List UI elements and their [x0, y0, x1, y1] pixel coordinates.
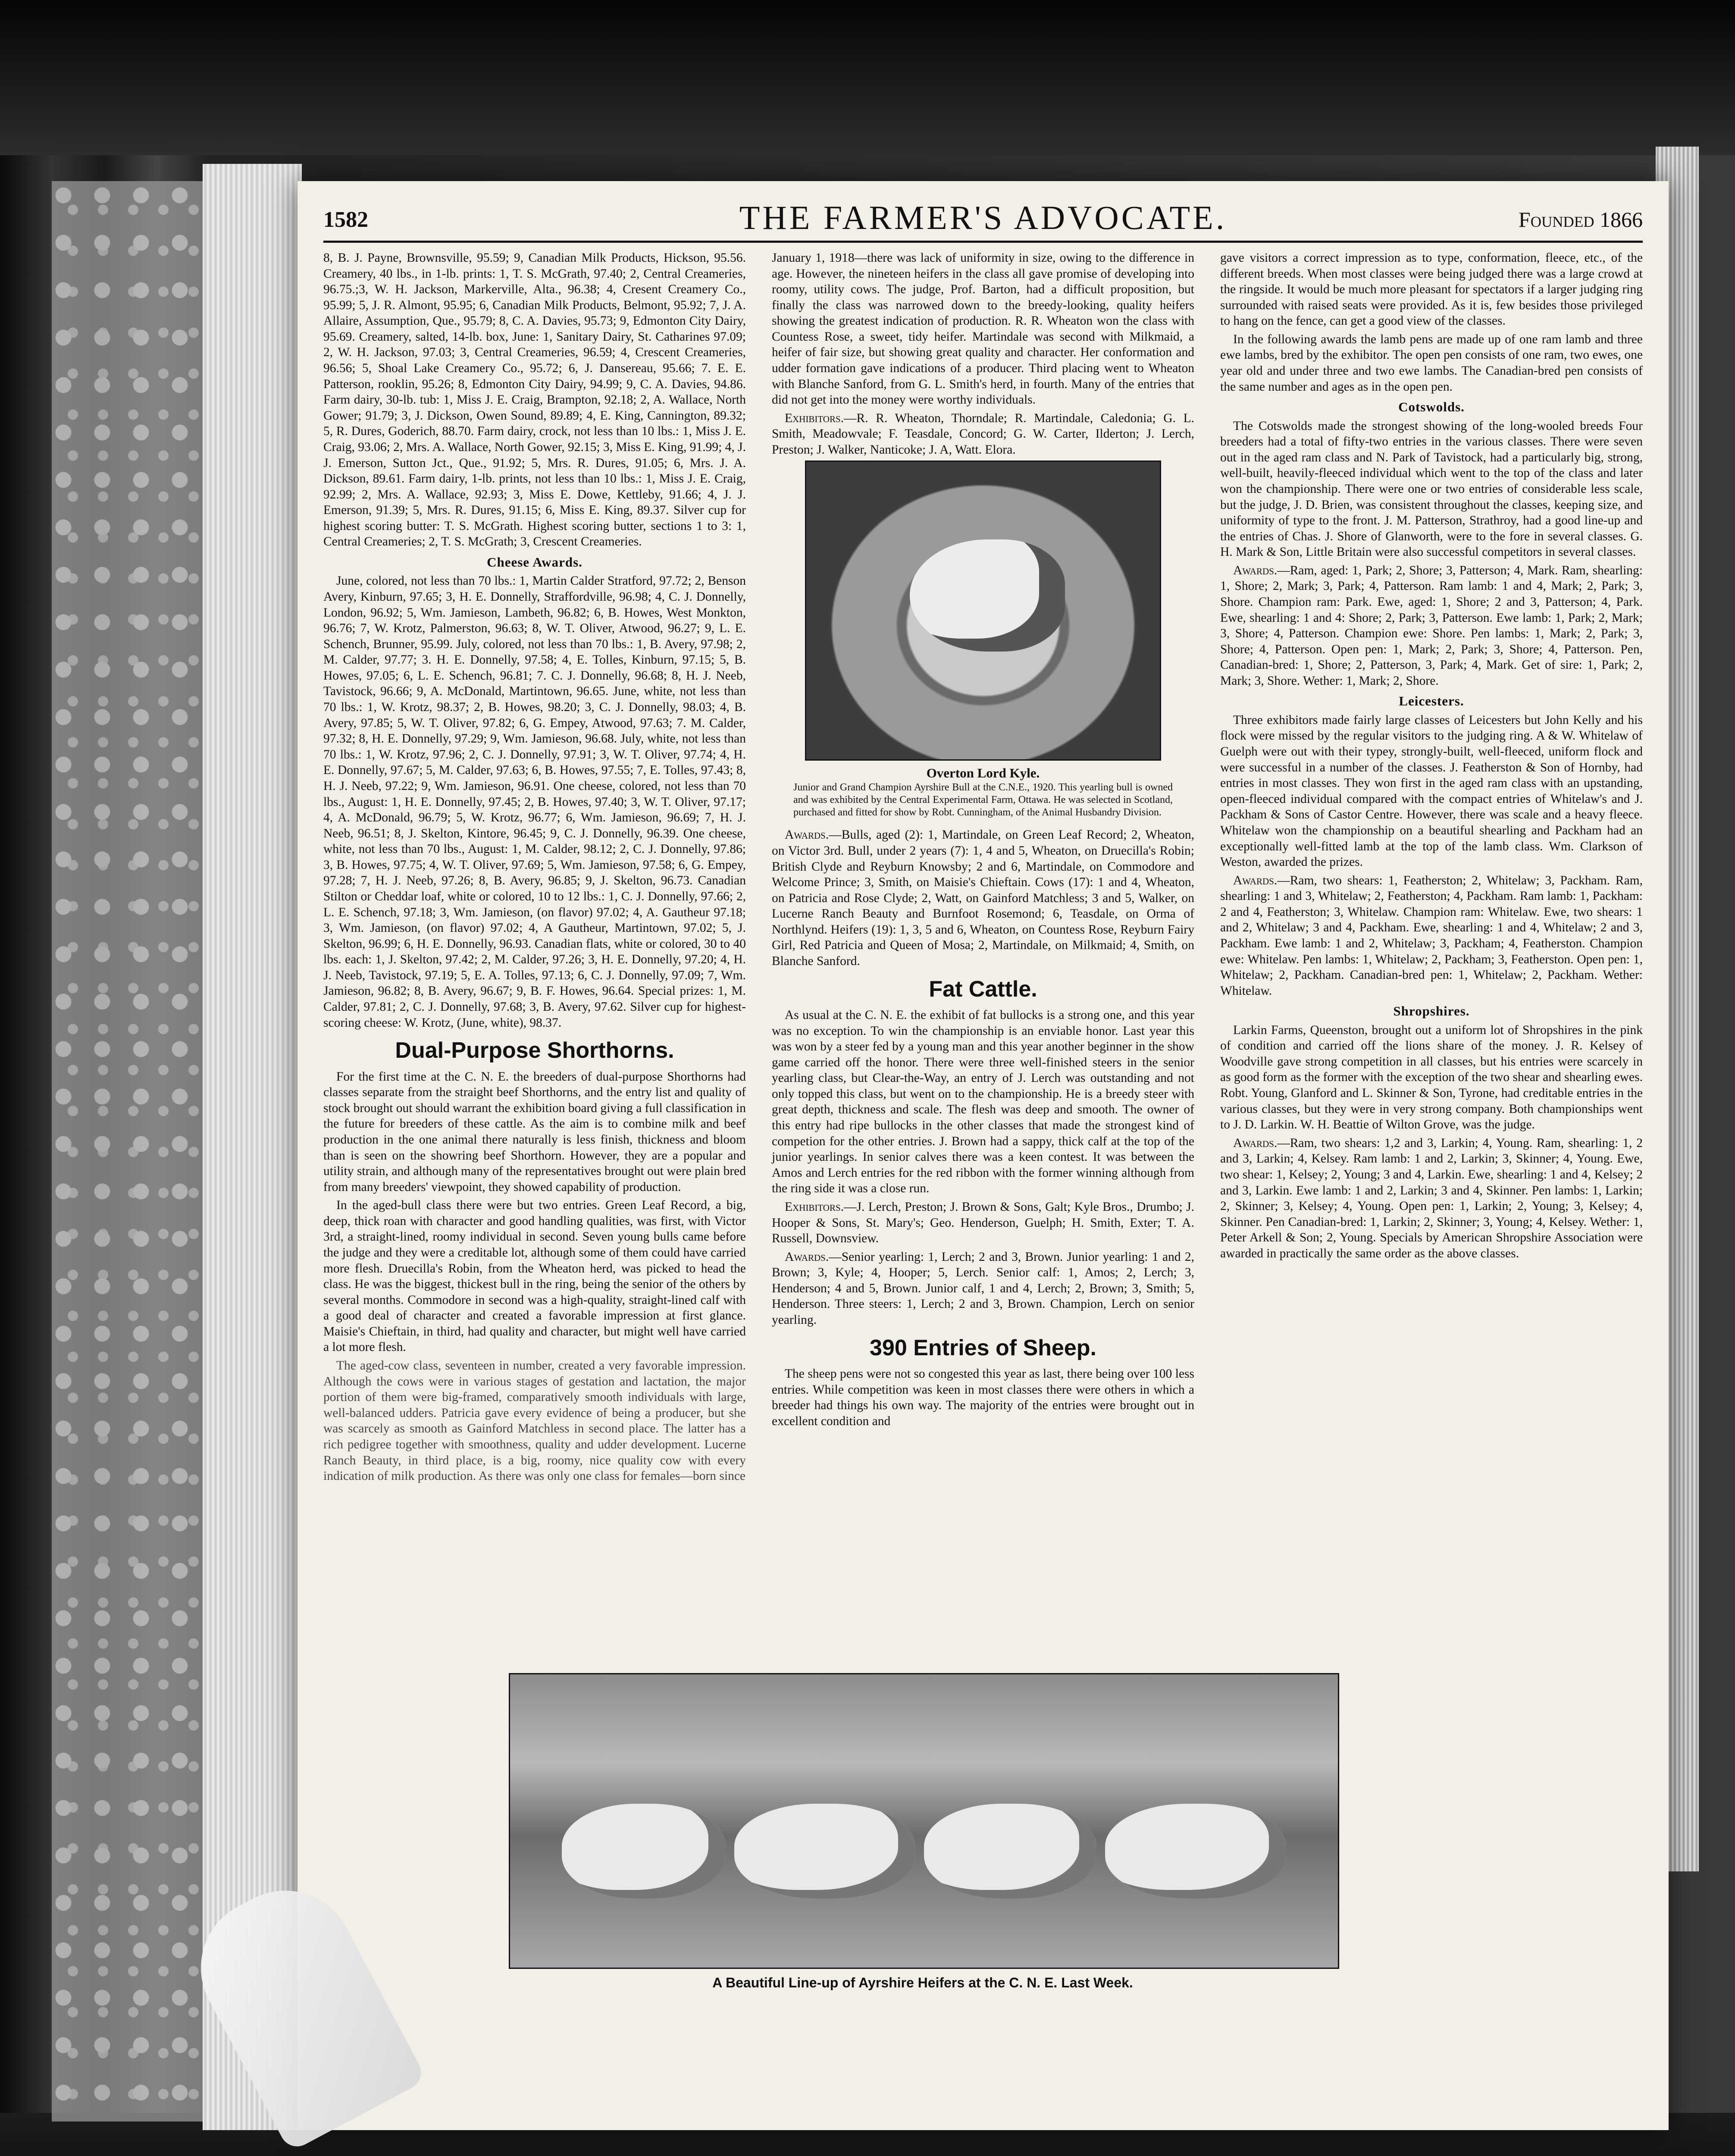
awards-label: Awards.: [785, 828, 829, 842]
heifers-photo-caption: A Beautiful Line-up of Ayrshire Heifers at the C. N. E. Last Week.: [712, 1975, 1133, 1990]
awards-text: —Ram, two shears: 1, Featherston; 2, Whitelaw; 3, Packham. Ram, shearling: 1 and 3, Whitelaw; 2, Featherston; 4, Packham. Ram lamb: 1, Packham: 2 and 4, Featherston; 3, Whitelaw. Champion ram: Whitelaw. Ewe, two shears: 1 and 2, Whitelaw; 3 and 4, Packham. Ewe, shearling: 1 and 4, Whitelaw; 2 and 3, Packham. Ewe lamb: 1 and 2, Whitelaw; 3, Packham; 4, Featherston. Champion ewe: Whitelaw. Pen lambs: 1, Whitelaw; 2, Packham; 3, Featherston. Open pen: 1, Whitelaw; 2, Packham. Canadian-bred pen: 1, Whitelaw; 2, Packham. Wether: Whitelaw.: [1220, 873, 1643, 998]
heifer-figure: [562, 1804, 726, 1899]
book-page-edges: [203, 164, 302, 2130]
heifers-photo: [509, 1673, 1339, 1969]
exhibitors-label: Exhibitors.: [785, 411, 844, 425]
heifer-figure: [924, 1804, 1096, 1899]
page-number: 1582: [323, 207, 368, 232]
column-1: [323, 250, 746, 1487]
awards-label: Awards.: [785, 1250, 829, 1264]
exhibitors-shorthorn: [772, 411, 1194, 458]
leicesters-paragraph: Three exhibitors made fairly large classes of Leicesters but John Kelly and his flock were missed by the regular visitors to the judging ring. A & W. Whitelaw of Guelph were out with their typey, strongly-built, well-fleeced, uniform flock and were successful in a number of the classes. J. Featherston & Son of Hornby, had entries in most classes. They won first in the aged ram class with an upstanding, open-fleeced individual compared with the compact entries of Whitelaw's and J. Packham & Sons of Castor Centre. However, there was scale and a heavy fleece. Whitelaw won the championship on a beautiful shearling and Packham had an exceptionally well-fitted lamb at the top of the lamb class. Wm. Clarkson of Weston, awarded the prizes.: [1220, 713, 1643, 869]
butter-awards: 8, B. J. Payne, Brownsville, 95.59; 9, Canadian Milk Products, Hickson, 95.56. Creamery, 40 lbs., in 1-lb. prints: 1, T. S. McGrath, 97.40; 2, Central Creameries, 96.75.;3, W. H. Jackson, Markerville, Alta., 96.38; 4, Cresent Creamery Co., 95.99; 5, J. R. Almont, 95.95; 6, Canadian Milk Products, Belmont, 95.92; 7, J. A. Allaire, Assumption, Que., 95.79; 8, C. A. Davies, 95.73; 9, Edmonton City Dairy, 95.69. Creamery, salted, 14-lb. box, June: 1, Sanitary Dairy, St. Catharines 97.09; 2, W. H. Jackson, 97.03; 3, Central Creameries, 96.59; 4, Crescent Creameries, 96.56; 5, Shoal Lake Creamery Co., 95.72; 6, J. Dansereau, 95.66; 7. E. E. Patterson, rooklin, 95.26; 8, Edmonton City Dairy, 94.99; 9, C. A. Davies, 94.86. Farm dairy, 30-lb. tub: 1, Miss J. E. Craig, Brampton, 92.18; 2, A. Wallace, North Gower; 91.79; 3, J. Dickson, Owen Sound, 89.89; 4, E. King, Cannington, 89.32; 5, R. Dures, Goderich, 88.70. Farm dairy, crock, not less than 10 lbs.: 1, Miss J. E. Craig, 93.06; 2, Mrs. A. Wallace, North Gower, 92.15; 3, Miss E. King, 91.99; 4, J. J. Emerson, Sutton Jct., Que., 91.92; 5, Mrs. R. Dures, 91.05; 6, Mrs. J. A. Dickson, 89.61. Farm dairy, 1-lb. prints, not less than 10 lbs.: 1, Miss J. E. Craig, 92.99; 2, Mrs. A. Wallace, 92.93; 3, Miss E. Dowe, Kettleby, 91.66; 4, J. J. Emerson, 91.39; 5, Mrs. R. Dures, 91.15; 6, Miss E. King, 89.37. Silver cup for highest scoring butter: T. S. McGrath. Highest scoring butter, sections 1 to 3: 1, Central Creameries; 2, T. S. McGrath; 3, Crescent Creameries.: [323, 251, 746, 549]
heifer-paragraph: January 1, 1918—there was lack of uniformity in size, owing to the difference in age. However, the nineteen heifers in the class all gave promise of developing into roomy, utility cows. The judge, Prof. Barton, had a difficult proposition, but finally the class was narrowed down to the breedy-looking, quality heifers showing the greatest indication of production. R. R. Wheaton won the class with Countess Rose, a sweet, tidy heifer. Martindale was second with Milkmaid, a heifer of fair size, but showing great quality and character. Her conformation and udder formation gave indications of a producer. Third placing went to Wheaton with Blanche Sanford, from G. L. Smith's herd, in fourth. Many of the entries that did not get into the money were worthy individuals.: [772, 251, 1194, 407]
exhibitors-label: Exhibitors.: [785, 1200, 844, 1214]
bull-photo-caption: Junior and Grand Champion Ayrshire Bull at the C.N.E., 1920. This yearling bull is owned and was exhibited by the Central Experimental Farm, Ottawa. He was selected in Scotland, purchased and fitted for show by Robt. Cunningham, of the Animal Husbandry Division.: [793, 781, 1173, 818]
column-3: [1220, 250, 1643, 1264]
shropshires-heading: Shropshires.: [1393, 1003, 1470, 1019]
sheep-intro-paragraph: gave visitors a correct impression as to type, conformation, fleece, etc., of the different breeds. When most classes were being judged there was a large crowd at the ringside. It would be much more pleasant for spectators if a larger judging ring surrounded with raised seats were provided. As it is, few besides those privileged to hang on the fence, can get a good view of the classes.: [1220, 251, 1643, 328]
awards-text: —Ram, two shears: 1,2 and 3, Larkin; 4, Young. Ram, shearling: 1, 2 and 3, Larkin; 4, Kelsey. Ram lamb: 1 and 2, Larkin; 3, Skinner; 4, Young. Ewe, two shear: 1, Kelsey; 2, Young; 3 and 4, Larkin. Ewe, shearling: 1 and 4, Kelsey; 2 and 3, Larkin. Ewe lamb: 1 and 2, Larkin; 3 and 4, Skinner. Pen lambs: 1, Larkin; 2, Skinner; 3, Kelsey; 4, Young. Open pen: 1, Larkin; 2, Young; 3, Kelsey; 4, Skinner. Pen Canadian-bred: 1, Larkin; 2, Skinner; 3, Young; 4, Kelsey. Wether: 1, Peter Arkell & Son; 2, Young. Specials by American Shropshire Association were awarded in practically the same order as the above classes.: [1220, 1136, 1643, 1260]
page-header: [323, 198, 1643, 237]
fat-cattle-heading: Fat Cattle.: [929, 976, 1037, 1002]
cotswolds-paragraph: The Cotswolds made the strongest showing of the long-wooled breeds Four breeders had a total of fifty-two entries in the various classes. There were seven out in the aged ram class and N. Park of Tavistock, had a particularly big, strong, well-built, heavily-fleeced individual which went to the top of the class and later won the championship. There were one or two entries of considerable less scale, but the judge, J. D. Brien, was consistent throughout the classes, keeping size, and uniformity of type to the front. J. M. Patterson, Strathroy, had a good line-up and the entries of Chas. J. Shore of Glanworth, were to the fore in several classes. G. H. Mark & Son, Little Britain were also successful competitors in several classes.: [1220, 419, 1643, 559]
awards-text: —Bulls, aged (2): 1, Martindale, on Green Leaf Record; 2, Wheaton, on Victor 3rd. Bull, under 2 years (7): 1, 4 and 5, Wheaton, on Druecilla's Robin; British Clyde and Reyburn Knowsby; 2 and 6, Martindale, on Commodore and Welcome Prince; 3, Smith, on Maisie's Chieftain. Cows (17): 1 and 4, Wheaton, on Patricia and Rose Clyde; 2, Watt, on Gainford Matchless; 3 and 5, Walker, on Lucerne Ranch Beauty and Burnfoot Rosemond; 6, Teasdale, on Orma of Northlynd. Heifers (19): 1, 3, 5 and 6, Wheaton, on Countess Rose, Reyburn Fairy Girl, Red Patricia and Queen of Mosa; 2, Martindale, on Milkmaid; 4, Smith, on Blanche Sanford.: [772, 828, 1194, 968]
shropshires-awards: [1220, 1135, 1643, 1262]
bull-photo: [805, 461, 1161, 761]
cheese-awards-heading: Cheese Awards.: [487, 554, 583, 570]
awards-shorthorn: [772, 827, 1194, 969]
shropshires-paragraph: Larkin Farms, Queenston, brought out a uniform lot of Shropshires in the pink of condition and carried off the lions share of the money. J. R. Kelsey of Woodville gave strong competition in all classes, but his entries were scarcely in as good form as the former with the exception of the two shear and shearling ewes. Robt. Young, Glanford and L. Skinner & Son, Tyrone, had creditable entries in the various classes, but they were in very strong company. Both championships went to J. D. Larkin. W. H. Beattie of Wilton Grove, was the judge.: [1220, 1023, 1643, 1132]
awards-label: Awards.: [1233, 873, 1278, 887]
awards-label: Awards.: [1233, 563, 1278, 577]
column-2: [772, 250, 1194, 1432]
cheese-awards: June, colored, not less than 70 lbs.: 1, Martin Calder Stratford, 97.72; 2, Benson Avery, Kinburn, 97.65; 3, H. E. Donnelly, Straffordville, 96.98; 4, C. J. Donnelly, London, 96.92; 5, Wm. Jamieson, Lambeth, 96.82; 6, B. Howes, West Monkton, 96.76; 7, W. Krotz, Palmerston, 96.63; 8, W. T. Oliver, Atwood, 96.27; 9, L. E. Schench, Brunner, 95.99. July, colored, not less than 70 lbs.: 1, B. Avery, 97.98; 2, M. Calder, 97.77; 3. H. E. Donnelly, 97.58; 4, E. Tolles, Kinburn, 97.15; 5, B. Howes, 97.05; 6, L. E. Schench, 96.81; 7. C. J. Donnelly, 96.68; 8, H. J. Neeb, Tavistock, 96.66; 9, A. McDonald, Martintown, 96.65. June, white, not less than 70 lbs.: 1, W. Krotz, 98.37; 2, B. Howes, 98.20; 3, C. J. Donnelly, 98.03; 4, B. Avery, 97.85; 5, W. T. Oliver, 97.82; 6, G. Empey, Atwood, 97.63; 7. M. Calder, 97.32; 8, H. E. Donnelly, 97.29; 9, Wm. Jamieson, 96.68. July, white, not less than 70 lbs.: 1, W. Krotz, 97.96; 2, C. J. Donnelly, 97.91; 3, W. T. Oliver, 97.74; 4, H. E. Donnelly, 97.67; 5, M. Calder, 97.63; 6, B. Howes, 97.55; 7, E. Tolles, 97.43; 8, H. J. Neeb, 97.22; 9, Wm. Jamieson, 96.91. One cheese, colored, not less than 70 lbs., August: 1, H. E. Donnelly, 97.45; 2, B. Howes, 97.40; 3, W. T. Oliver, 97.17; 4, A. McDonald, 96.79; 5, W. Krotz, 96.77; 6, Wm. Jamieson, 96.69; 7, H. J. Neeb, 96.51; 8, J. Skelton, Kintore, 96.45; 9, C. J. Donnelly, 96.39. One cheese, white, not less than 70 lbs., August: 1, M. Calder, 98.12; 2, C. J. Donnelly, 97.86; 3, B. Howes, 97.75; 4, W. T. Oliver, 97.69; 5, Wm. Jamieson, 97.58; 6, G. Empey, 97.28; 7, H. J. Neeb, 97.26; 8, B. Avery, 96.85; 9, J. Skelton, 96.73. Canadian Stilton or Cheddar loaf, white or colored, 10 to 12 lbs.: 1, C. J. Donnelly, 97.66; 2, L. E. Schench, 97.18; 3, Wm. Jamieson, (on flavor) 97.02; 4, A. Gautheur 97.18; 3, Wm. Jamieson, (on flavor) 97.02; 4, A Gautheur, Martintown, 97.02; 5, J. Skelton, 96.99; 6, H. E. Donnelly, 96.93. Canadian flats, white or colored, 30 to 40 lbs. each: 1, J. Skelton, 97.42; 2, M. Calder, 97.26; 3, H. E. Donnelly, 97.20; 4, H. J. Neeb, Tavistock, 97.19; 5, E. A. Tolles, 97.13; 6, C. J. Donnelly, 97.09; 7, Wm. Jamieson, 96.82; 8, B. Avery, 96.67; 9, B. F. Howes, 96.64. Special prizes: 1, M. Calder, 97.81; 2, C. J. Donnelly, 97.68; 3, B. Avery, 97.62. Silver cup for highest-scoring cheese: W. Krotz, (June, white), 98.37.: [323, 574, 746, 1030]
heifer-figure: [1105, 1804, 1286, 1899]
cotswolds-heading: Cotswolds.: [1398, 399, 1465, 415]
exhibitors-text: —R. R. Wheaton, Thorndale; R. Martindale, Caledonia; G. L. Smith, Meadowvale; F. Teasdale, Concord; G. W. Carter, Ilderton; J. Lerch, Preston; J. Walker, Nanticoke; J. A, Watt. Elora.: [772, 411, 1194, 457]
pen-rules-paragraph: In the following awards the lamb pens are made up of one ram lamb and three ewe lambs, bred by the exhibitor. The open pen consists of one ram, two ewes, one year old and under three and two ewe lambs. The Canadian-bred pen consists of the same number and ages as in the open pen.: [1220, 332, 1643, 394]
shorthorn-paragraph-3: The aged-cow class, seventeen in number, created a very favorable impression. Although the cows were in various stages of gestation and lactation, the major portion of them were big-framed, comparatively smooth individuals with large, well-balanced udders. Patricia gave every evidence of being a producer, but she was scarcely as smooth as Gainford Matchless in second place. The latter has a rich pedigree together with smoothness, quality and udder development. Lucerne Ranch Beauty, in third place, is a big, roomy, nice quality cow with every indication of milk production. As there was only one class for females—born since: [323, 1359, 746, 1483]
leicesters-awards: [1220, 873, 1643, 999]
leicesters-heading: Leicesters.: [1399, 693, 1464, 709]
exhibitors-fat-cattle: [772, 1199, 1194, 1247]
masthead: THE FARMER'S ADVOCATE.: [739, 199, 1227, 236]
header-rule: [323, 241, 1643, 243]
awards-label: Awards.: [1233, 1136, 1278, 1150]
founded-note: Founded 1866: [1518, 207, 1643, 232]
awards-fat-cattle: [772, 1249, 1194, 1328]
heifer-figure: [734, 1804, 915, 1899]
cotswolds-awards: [1220, 563, 1643, 689]
awards-text: —Senior yearling: 1, Lerch; 2 and 3, Brown. Junior yearling: 1 and 2, Brown; 3, Kyle; 4, Hooper; 5, Lerch. Senior calf: 1, Amos; 2, Lerch; 3, Henderson; 4 and 5, Brown. Junior calf, 1 and 4, Lerch; 2, Brown; 3, Smith; 5, Henderson. Three steers: 1, Lerch; 2 and 3, Brown. Champion, Lerch on senior yearling.: [772, 1250, 1194, 1327]
fat-cattle-paragraph: As usual at the C. N. E. the exhibit of fat bullocks is a strong one, and this year was no exception. To win the championship is an enviable honor. Last year this was won by a steer fed by a young man and this year another beginner in the show game carried off the honor. There were three well-finished steers in the senior yearling class, but Clear-the-Way, an entry of J. Lerch was outstanding and not only topped this class, but went on to the championship. He is a breedy steer with great depth, thickness and scale. The flesh was deep and smooth. The owner of this entry had ripe bullocks in the other classes that made the strongest kind of competion for the other entries. J. Brown had a sappy, thick calf at the top of the junior yearlings. In senior calves there was a keen contest. It was between the Amos and Lerch entries for the red ribbon with the former winning although from the ring side it was a close run.: [772, 1008, 1194, 1196]
sheep-paragraph: The sheep pens were not so congested this year as last, there being over 100 less entries. While competition was keen in most classes there were others in which a breeder had things his own way. The majority of the entries were brought out in excellent condition and: [772, 1367, 1194, 1428]
shorthorn-paragraph-1: For the first time at the C. N. E. the breeders of dual-purpose Shorthorns had classes separate from the straight beef Shorthorns, and the entry list and quality of stock brought out should warrant the exhibition board giving a full classification in the future for breeders of these cattle. As the aim is to combine milk and beef production in the one animal there naturally is less finish, thickness and bloom than is seen on the showring beef Shorthorn. However, they are a popular and utility strain, and although many of the representatives brought out were plain bred from many breeders' viewpoint, they showed capability of production.: [323, 1069, 746, 1194]
book-endpaper-pattern: [52, 181, 216, 2122]
shorthorn-paragraph-2: In the aged-bull class there were but two entries. Green Leaf Record, a big, deep, thick roan with character and good handling qualities, was first, with Victor 3rd, a straight-lined, roomy individual in second. Seven young bulls came before the judge and they were a creditable lot, although some of them could have carried more flesh. Druecilla's Robin, from the Wheaton herd, was picked to head the class. He was the biggest, thickest bull in the ring, being the senior of the others by several months. Commodore in second was a high-quality, straight-lined calf with a good deal of character and created a favorable impression at first glance. Maisie's Chieftain, in third, had quality and character, but might well have carried a lot more flesh.: [323, 1198, 746, 1354]
exhibitors-text: —J. Lerch, Preston; J. Brown & Sons, Galt; Kyle Bros., Drumbo; J. Hooper & Sons, St. Mary's; Geo. Henderson, Guelph; H. Smith, Exter; T. A. Russell, Downsview.: [772, 1200, 1194, 1246]
bull-photo-title: Overton Lord Kyle.: [926, 765, 1040, 780]
awards-text: —Ram, aged: 1, Park; 2, Shore; 3, Patterson; 4, Mark. Ram, shearling: 1, Shore; 2, Mark; 3, Park; 4, Patterson. Ram lamb: 1 and 4, Mark; 2, Park; 3, Shore. Champion ram: Park. Ewe, aged: 1, Shore; 2 and 3, Patterson; 4, Park. Ewe, shearling: 1 and 4: Shore; 2, Park; 3, Patterson. Ewe lamb: 1, Park; 2, Mark; 3, Shore; 4, Patterson. Champion ewe: Shore. Pen lambs: 1, Mark; 2, Park; 3, Shore; 4, Patterson. Open pen: 1, Mark; 2, Park; 3, Shore; 4, Patterson. Pen, Canadian-bred: 1, Shore; 2, Patterson, 3, Park; 4, Mark. Get of sire: 1, Park; 2, Mark; 3, Shore. Wether: 1, Mark; 2, Shore.: [1220, 563, 1643, 688]
sheep-heading: 390 Entries of Sheep.: [870, 1335, 1096, 1360]
scan-top-shadow: [0, 0, 1735, 155]
bull-figure: [910, 539, 1065, 652]
shorthorn-heading: Dual-Purpose Shorthorns.: [395, 1038, 674, 1063]
